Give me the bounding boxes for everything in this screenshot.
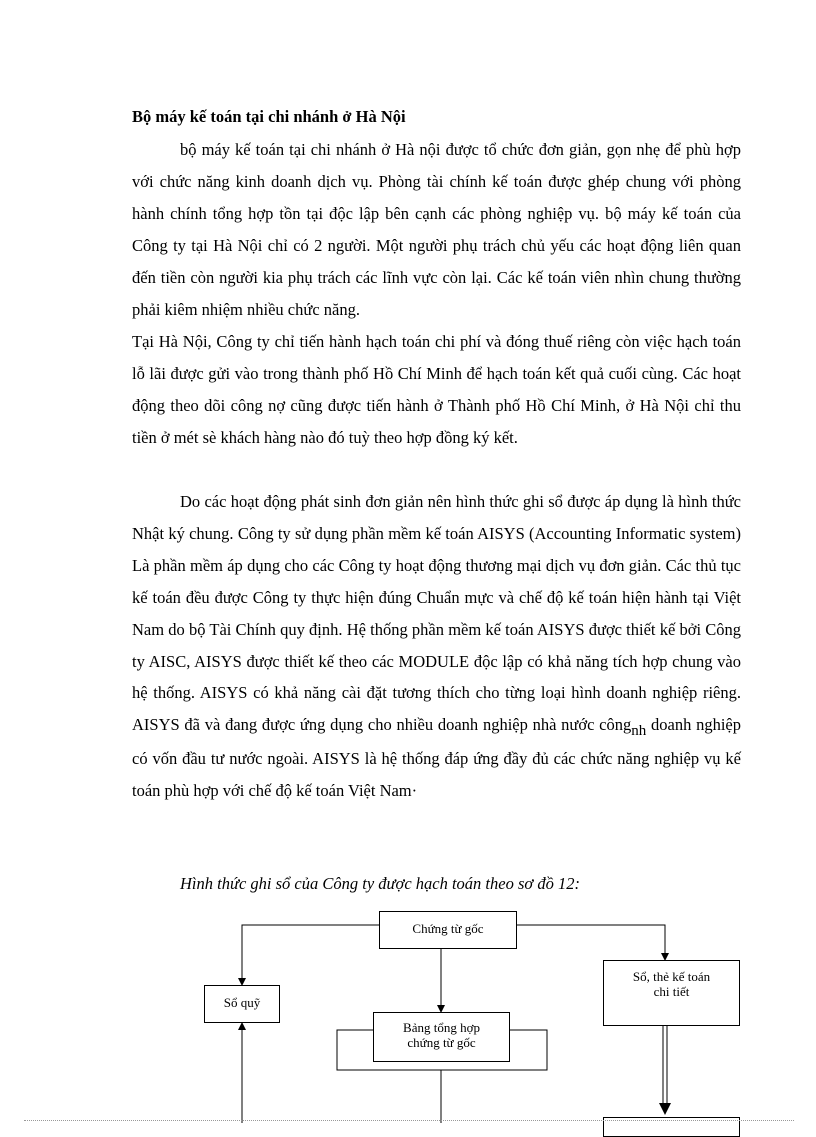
box-cash-book-label: Sổ quỹ bbox=[223, 995, 261, 1010]
paragraph-3-main: Do các hoạt động phát sinh đơn giản nên hình thức ghi sổ được áp dụng là hình thức Nhật ký chung. Công ty sử dụng phần mềm kế toán AISYS (Accounting Informatic system) Là phần mềm áp dụng cho các Công ty hoạt động thương mại dịch vụ đơn giản. Các thủ tục kế toán đều được Công ty thực hiện đúng Chuẩn mực và chế độ kế toán hiện hành tại Việt Nam do bộ Tài Chính quy định. Hệ thống phần mềm kế toán AISYS được thiết kế bởi Công ty AISC, AISYS được thiết kế theo các MODULE độc lập có khả năng tích hợp chung vào hệ thống. AISYS có khả năng cài đặt tương thích cho từng loại hình doanh nghiệp riêng. AISYS đã và đang được ứng dụng cho nhiều doanh nghiệp nhà nước công bbox=[132, 492, 741, 735]
arrow-origin-to-detail bbox=[517, 925, 665, 960]
section-heading: Bộ máy kế toán tại chi nhánh ở Hà Nội bbox=[132, 107, 406, 126]
paragraph-3-subscript: nh bbox=[631, 723, 647, 740]
box-detail-line1: Sổ, thẻ kế toán bbox=[632, 969, 711, 984]
paragraph-3-tail: doanh nghiệp có vốn đầu tư nước ngoài. AISYS là hệ thống đáp ứng đầy đủ các chức năng nghiệp vụ kế toán phù hợp với chế độ kế toán Việt Nam· bbox=[132, 715, 742, 801]
box-summary-line2: chứng từ gốc bbox=[407, 1035, 476, 1050]
paragraph-2: Tại Hà Nội, Công ty chỉ tiến hành hạch toán chi phí và đóng thuế riêng còn việc hạch toán lỗ lãi được gửi vào trong thành phố Hồ Chí Minh để hạch toán kết quả cuối cùng. Các hoạt động theo dõi công nợ cũng được tiến hành ở Thành phố Hồ Chí Minh, ở Hà Nội chỉ thu tiền ở mét sè khách hàng nào đó tuỳ theo hợp đồng ký kết. bbox=[132, 332, 741, 447]
box-source-documents bbox=[379, 911, 517, 949]
paragraph-1: bộ máy kế toán tại chi nhánh ở Hà nội được tổ chức đơn giản, gọn nhẹ để phù hợp với chức năng kinh doanh dịch vụ. Phòng tài chính kế toán được ghép chung với phòng hành chính tổng hợp tồn tại độc lập bên cạnh các phòng nghiệp vụ. bộ máy kế toán của Công ty tại Hà Nội chỉ có 2 người. Một người phụ trách chủ yếu các hoạt động liên quan đến tiền còn người kia phụ trách các lĩnh vực còn lại. Các kế toán viên nhìn chung thường phải kiêm nhiệm nhiều chức năng. bbox=[132, 140, 741, 319]
box-detail-line2: chi tiết bbox=[653, 984, 690, 999]
page-bottom-divider bbox=[24, 1120, 794, 1121]
paragraph-3 bbox=[132, 486, 741, 807]
diagram-caption: Hình thức ghi sổ của Công ty được hạch toán theo sơ đồ 12: bbox=[180, 874, 580, 893]
double-arrow-head bbox=[659, 1103, 671, 1115]
box-summary-table bbox=[373, 1012, 510, 1062]
box-detail-ledgers bbox=[603, 960, 740, 1026]
box-summary-line1: Bảng tổng hợp bbox=[403, 1020, 480, 1035]
box-source-documents-label: Chứng từ gốc bbox=[412, 921, 484, 936]
box-cash-book bbox=[204, 985, 280, 1023]
arrow-origin-to-cash-book bbox=[242, 925, 379, 985]
